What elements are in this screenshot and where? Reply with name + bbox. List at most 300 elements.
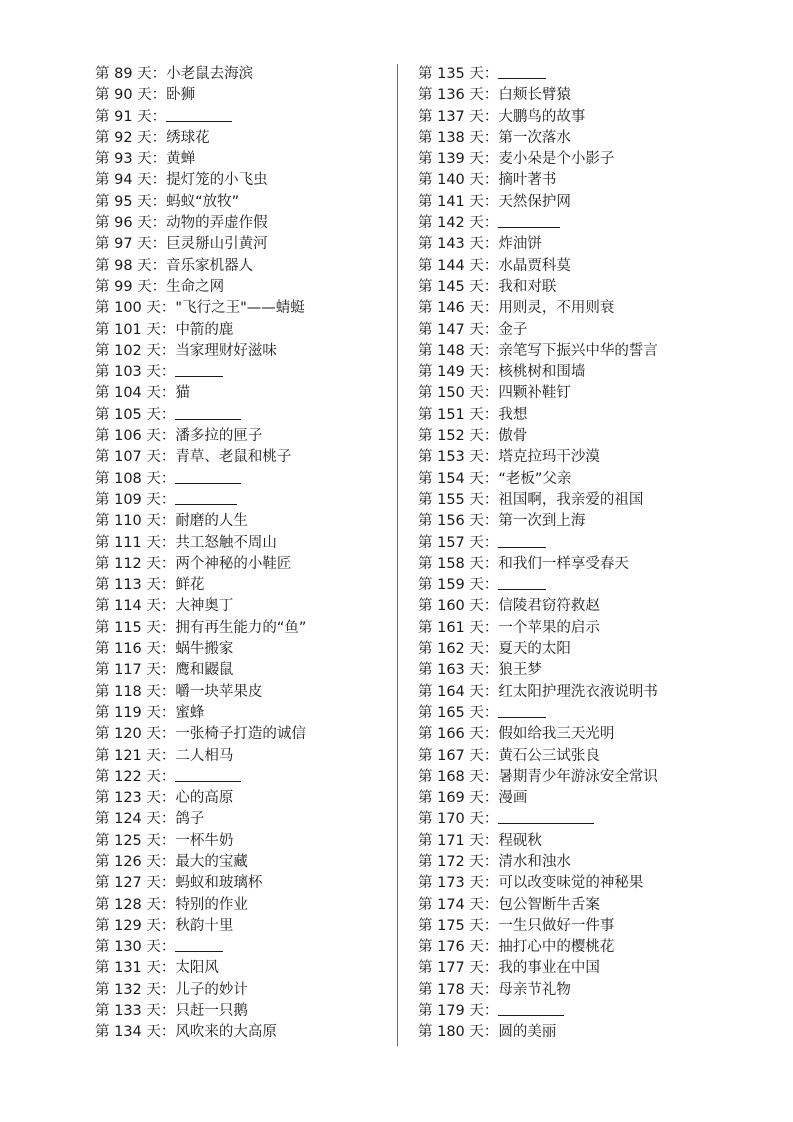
list-item — [418, 511, 748, 532]
list-item — [418, 405, 748, 426]
entry-title: 亲笔写下振兴中华的誓言 — [498, 342, 658, 359]
day-label: 第 140 天 — [418, 172, 484, 189]
day-label: 第 156 天 — [418, 513, 484, 530]
day-label: 第 166 天 — [418, 726, 484, 743]
day-label: 第 158 天 — [418, 555, 484, 572]
day-label: 第 94 天 — [95, 172, 152, 189]
separator: ： — [483, 960, 499, 977]
day-label: 第 117 天 — [95, 662, 161, 679]
day-label: 第 104 天 — [95, 385, 161, 402]
list-item — [95, 873, 395, 894]
blank-line — [175, 767, 241, 782]
day-label: 第 172 天 — [418, 853, 484, 870]
day-label: 第 99 天 — [95, 278, 152, 295]
separator: ： — [483, 491, 499, 508]
day-label: 第 155 天 — [418, 491, 484, 508]
list-item — [95, 149, 395, 170]
day-label: 第 157 天 — [418, 534, 484, 551]
day-label: 第 165 天 — [418, 704, 484, 721]
separator: ： — [483, 534, 499, 551]
list-item — [418, 192, 748, 213]
separator: ： — [160, 321, 176, 338]
blank-line — [498, 575, 546, 590]
separator: ： — [483, 108, 499, 125]
list-item — [418, 298, 748, 319]
separator: ： — [160, 406, 176, 423]
entry-title: 耐磨的人生 — [175, 513, 248, 530]
separator: ： — [151, 87, 167, 104]
list-item — [95, 767, 395, 788]
list-item — [418, 383, 748, 404]
separator: ： — [160, 470, 176, 487]
entry-title: 白颊长臂猿 — [498, 87, 571, 104]
day-label: 第 121 天 — [95, 747, 161, 764]
entry-title: 和我们一样享受春天 — [498, 555, 629, 572]
day-label: 第 112 天 — [95, 555, 161, 572]
day-label: 第 116 天 — [95, 641, 161, 658]
entry-title: 青草、老鼠和桃子 — [175, 449, 292, 466]
entry-title: 蜜蜂 — [175, 704, 205, 721]
day-label: 第 97 天 — [95, 236, 152, 253]
day-label: 第 123 天 — [95, 790, 161, 807]
day-label: 第 102 天 — [95, 342, 161, 359]
entry-title: 炸油饼 — [498, 236, 542, 253]
separator: ： — [160, 491, 176, 508]
entry-title: 特别的作业 — [175, 896, 248, 913]
list-item — [418, 788, 748, 809]
separator: ： — [483, 704, 499, 721]
entry-title: 信陵君窃符救赵 — [498, 598, 600, 615]
day-label: 第 109 天 — [95, 491, 161, 508]
entry-title: 蜗牛搬家 — [175, 641, 234, 658]
separator: ： — [483, 129, 499, 146]
day-label: 第 89 天 — [95, 66, 152, 82]
list-item — [95, 703, 395, 724]
separator: ： — [160, 853, 176, 870]
list-item — [95, 809, 395, 830]
list-item — [95, 469, 395, 490]
entry-title: 卧狮 — [166, 87, 196, 104]
list-item — [418, 895, 748, 916]
list-item — [95, 958, 395, 979]
entry-title: 假如给我三天光明 — [498, 726, 615, 743]
day-label: 第 105 天 — [95, 406, 161, 423]
separator: ： — [160, 832, 176, 849]
entry-title: 可以改变味觉的神秘果 — [498, 875, 644, 892]
separator: ： — [483, 917, 499, 934]
list-item — [418, 554, 748, 575]
list-item — [418, 852, 748, 873]
day-label: 第 168 天 — [418, 768, 484, 785]
separator: ： — [483, 300, 499, 317]
day-label: 第 160 天 — [418, 598, 484, 615]
list-item — [95, 64, 395, 85]
entry-title: 一张椅子打造的诚信 — [175, 726, 306, 743]
day-label: 第 153 天 — [418, 449, 484, 466]
entry-title: 红太阳护理洗衣液说明书 — [498, 683, 658, 700]
list-item — [418, 128, 748, 149]
separator: ： — [160, 768, 176, 785]
list-item — [95, 533, 395, 554]
list-item — [95, 724, 395, 745]
list-item — [95, 660, 395, 681]
separator: ： — [483, 321, 499, 338]
entry-title: 提灯笼的小飞虫 — [166, 172, 268, 189]
day-label: 第 167 天 — [418, 747, 484, 764]
entry-title: 一个苹果的启示 — [498, 619, 600, 636]
entry-title: 我和对联 — [498, 278, 557, 295]
separator: ： — [151, 66, 167, 82]
separator: ： — [160, 1024, 176, 1041]
day-label: 第 111 天 — [95, 534, 161, 551]
entry-title: 漫画 — [498, 790, 528, 807]
blank-line — [175, 362, 223, 377]
day-label: 第 137 天 — [418, 108, 484, 125]
list-item — [95, 895, 395, 916]
entry-title: 鲜花 — [175, 577, 205, 594]
day-label: 第 126 天 — [95, 853, 161, 870]
separator: ： — [160, 875, 176, 892]
separator: ： — [483, 811, 499, 828]
day-label: 第 92 天 — [95, 129, 152, 146]
blank-line — [175, 469, 241, 484]
day-label: 第 95 天 — [95, 193, 152, 210]
entry-title: 我的事业在中国 — [498, 960, 600, 977]
separator: ： — [160, 428, 176, 445]
entry-title: 小老鼠去海滨 — [166, 66, 254, 82]
entry-title: 第一次到上海 — [498, 513, 586, 530]
blank-line — [175, 405, 241, 420]
day-label: 第 169 天 — [418, 790, 484, 807]
separator: ： — [483, 278, 499, 295]
entry-title: 我想 — [498, 406, 528, 423]
entry-title: 大鹏鸟的故事 — [498, 108, 586, 125]
separator: ： — [151, 236, 167, 253]
list-item — [418, 618, 748, 639]
separator: ： — [151, 278, 167, 295]
day-label: 第 93 天 — [95, 151, 152, 168]
list-item — [95, 383, 395, 404]
list-item — [95, 639, 395, 660]
day-label: 第 159 天 — [418, 577, 484, 594]
list-item — [418, 831, 748, 852]
separator: ： — [160, 704, 176, 721]
day-label: 第 150 天 — [418, 385, 484, 402]
list-item — [418, 767, 748, 788]
separator: ： — [160, 534, 176, 551]
day-label: 第 132 天 — [95, 981, 161, 998]
day-label: 第 129 天 — [95, 917, 161, 934]
separator: ： — [483, 66, 499, 82]
list-item — [95, 277, 395, 298]
list-item — [418, 256, 748, 277]
entry-title: 大神奥丁 — [175, 598, 234, 615]
list-item — [95, 575, 395, 596]
list-item — [95, 618, 395, 639]
day-label: 第 164 天 — [418, 683, 484, 700]
day-label: 第 171 天 — [418, 832, 484, 849]
entry-title: 核桃树和围墙 — [498, 364, 586, 381]
separator: ： — [483, 236, 499, 253]
separator: ： — [483, 641, 499, 658]
list-item — [418, 1022, 748, 1043]
separator: ： — [483, 747, 499, 764]
day-label: 第 162 天 — [418, 641, 484, 658]
day-label: 第 91 天 — [95, 108, 152, 125]
list-item — [95, 490, 395, 511]
day-label: 第 170 天 — [418, 811, 484, 828]
list-item — [95, 170, 395, 191]
separator: ： — [483, 1024, 499, 1041]
list-item — [418, 277, 748, 298]
entry-title: 天然保护网 — [498, 193, 571, 210]
day-label: 第 107 天 — [95, 449, 161, 466]
separator: ： — [483, 257, 499, 274]
entry-title: 一杯牛奶 — [175, 832, 234, 849]
list-item — [418, 916, 748, 937]
list-item — [418, 703, 748, 724]
entry-title: 傲骨 — [498, 428, 528, 445]
separator: ： — [483, 449, 499, 466]
separator: ： — [483, 896, 499, 913]
separator: ： — [151, 129, 167, 146]
entry-title: 第一次落水 — [498, 129, 571, 146]
entry-title: 暑期青少年游泳安全常识 — [498, 768, 658, 785]
separator: ： — [483, 939, 499, 956]
list-item — [418, 575, 748, 596]
day-label: 第 96 天 — [95, 215, 152, 232]
separator: ： — [151, 193, 167, 210]
day-label: 第 130 天 — [95, 939, 161, 956]
entry-title: 黄蝉 — [166, 151, 196, 168]
list-item — [418, 639, 748, 660]
separator: ： — [160, 364, 176, 381]
list-item — [95, 107, 395, 128]
entry-title: 嚼一块苹果皮 — [175, 683, 263, 700]
separator: ： — [160, 619, 176, 636]
separator: ： — [160, 662, 176, 679]
entry-title: 秋韵十里 — [175, 917, 234, 934]
day-label: 第 101 天 — [95, 321, 161, 338]
day-label: 第 161 天 — [418, 619, 484, 636]
list-item — [95, 192, 395, 213]
list-item — [418, 341, 748, 362]
entry-title: 蚂蚁和玻璃杯 — [175, 875, 263, 892]
separator: ： — [483, 981, 499, 998]
entry-title: 只赶一只鹅 — [175, 1003, 248, 1020]
separator: ： — [151, 257, 167, 274]
separator: ： — [160, 513, 176, 530]
separator: ： — [160, 811, 176, 828]
entry-title: 生命之网 — [166, 278, 225, 295]
list-item — [95, 362, 395, 383]
entry-title: 心的高原 — [175, 790, 234, 807]
entry-title: 包公智断牛舌案 — [498, 896, 600, 913]
list-item — [95, 788, 395, 809]
list-item — [418, 490, 748, 511]
separator: ： — [160, 960, 176, 977]
list-item — [418, 682, 748, 703]
entry-title: 用则灵，不用则衰 — [498, 300, 615, 317]
day-label: 第 144 天 — [418, 257, 484, 274]
separator: ： — [483, 555, 499, 572]
list-item — [95, 554, 395, 575]
separator: ： — [483, 790, 499, 807]
day-label: 第 115 天 — [95, 619, 161, 636]
separator: ： — [160, 790, 176, 807]
day-label: 第 180 天 — [418, 1024, 484, 1041]
entry-title: 太阳风 — [175, 960, 219, 977]
list-item — [418, 746, 748, 767]
separator: ： — [160, 342, 176, 359]
entry-title: 鸽子 — [175, 811, 205, 828]
list-item — [418, 447, 748, 468]
separator: ： — [483, 683, 499, 700]
day-label: 第 147 天 — [418, 321, 484, 338]
list-item — [418, 469, 748, 490]
day-label: 第 103 天 — [95, 364, 161, 381]
day-label: 第 119 天 — [95, 704, 161, 721]
day-label: 第 154 天 — [418, 470, 484, 487]
day-label: 第 138 天 — [418, 129, 484, 146]
separator: ： — [483, 832, 499, 849]
list-item — [418, 107, 748, 128]
list-item — [95, 405, 395, 426]
day-label: 第 131 天 — [95, 960, 161, 977]
day-label: 第 127 天 — [95, 875, 161, 892]
day-label: 第 174 天 — [418, 896, 484, 913]
entry-title: 程砚秋 — [498, 832, 542, 849]
list-item — [418, 596, 748, 617]
separator: ： — [160, 1003, 176, 1020]
entry-title: 音乐家机器人 — [166, 257, 254, 274]
list-item — [418, 213, 748, 234]
separator: ： — [160, 300, 176, 317]
entry-title: 两个神秘的小鞋匠 — [175, 555, 292, 572]
day-label: 第 90 天 — [95, 87, 152, 104]
list-item — [418, 149, 748, 170]
blank-line — [498, 1001, 564, 1016]
list-item — [418, 234, 748, 255]
blank-line — [498, 809, 594, 824]
day-label: 第 149 天 — [418, 364, 484, 381]
day-label: 第 175 天 — [418, 917, 484, 934]
list-item — [418, 980, 748, 1001]
entry-title: 儿子的妙计 — [175, 981, 248, 998]
entry-title: 四颗补鞋钉 — [498, 385, 571, 402]
separator: ： — [160, 598, 176, 615]
list-item — [95, 916, 395, 937]
separator: ： — [160, 577, 176, 594]
entry-title: 狼王梦 — [498, 662, 542, 679]
list-item — [418, 64, 748, 85]
list-item — [95, 980, 395, 1001]
day-label: 第 143 天 — [418, 236, 484, 253]
list-item — [95, 256, 395, 277]
day-label: 第 173 天 — [418, 875, 484, 892]
day-label: 第 142 天 — [418, 215, 484, 232]
list-item — [418, 85, 748, 106]
separator: ： — [151, 151, 167, 168]
day-label: 第 148 天 — [418, 342, 484, 359]
separator: ： — [483, 726, 499, 743]
day-label: 第 100 天 — [95, 300, 161, 317]
separator: ： — [483, 619, 499, 636]
blank-line — [498, 533, 546, 548]
entry-title: 金子 — [498, 321, 528, 338]
entry-title: 鹰和鼹鼠 — [175, 662, 234, 679]
list-item — [95, 85, 395, 106]
entry-title: 一生只做好一件事 — [498, 917, 615, 934]
separator: ： — [160, 683, 176, 700]
separator: ： — [160, 385, 176, 402]
list-item — [95, 831, 395, 852]
list-item — [418, 170, 748, 191]
separator: ： — [483, 193, 499, 210]
entry-title: “老板”父亲 — [498, 470, 572, 487]
list-item — [418, 937, 748, 958]
list-item — [95, 852, 395, 873]
separator: ： — [483, 406, 499, 423]
day-label: 第 106 天 — [95, 428, 161, 445]
list-item — [95, 426, 395, 447]
day-label: 第 178 天 — [418, 981, 484, 998]
day-label: 第 118 天 — [95, 683, 161, 700]
entry-title: 摘叶著书 — [498, 172, 557, 189]
blank-line — [498, 213, 560, 228]
entry-title: 塔克拉玛干沙漠 — [498, 449, 600, 466]
day-label: 第 120 天 — [95, 726, 161, 743]
list-item — [418, 533, 748, 554]
separator: ： — [483, 385, 499, 402]
day-label: 第 113 天 — [95, 577, 161, 594]
separator: ： — [483, 1003, 499, 1020]
entry-title: 当家理财好滋味 — [175, 342, 277, 359]
separator: ： — [483, 364, 499, 381]
list-item — [95, 746, 395, 767]
day-label: 第 136 天 — [418, 87, 484, 104]
list-item — [95, 128, 395, 149]
separator: ： — [483, 662, 499, 679]
list-item — [95, 341, 395, 362]
day-label: 第 151 天 — [418, 406, 484, 423]
separator: ： — [160, 939, 176, 956]
separator: ： — [483, 513, 499, 530]
list-item — [418, 660, 748, 681]
blank-line — [498, 703, 546, 718]
separator: ： — [151, 215, 167, 232]
day-label: 第 134 天 — [95, 1024, 161, 1041]
list-item — [95, 213, 395, 234]
day-label: 第 141 天 — [418, 193, 484, 210]
day-label: 第 163 天 — [418, 662, 484, 679]
separator: ： — [160, 917, 176, 934]
day-label: 第 145 天 — [418, 278, 484, 295]
day-label: 第 125 天 — [95, 832, 161, 849]
list-item — [95, 596, 395, 617]
blank-line — [175, 490, 237, 505]
separator: ： — [160, 981, 176, 998]
list-item — [95, 320, 395, 341]
separator: ： — [483, 853, 499, 870]
day-label: 第 98 天 — [95, 257, 152, 274]
entry-title: 圆的美丽 — [498, 1024, 557, 1041]
list-item — [418, 809, 748, 830]
entry-title: 夏天的太阳 — [498, 641, 571, 658]
day-label: 第 122 天 — [95, 768, 161, 785]
list-item — [418, 426, 748, 447]
list-item — [95, 1022, 395, 1043]
